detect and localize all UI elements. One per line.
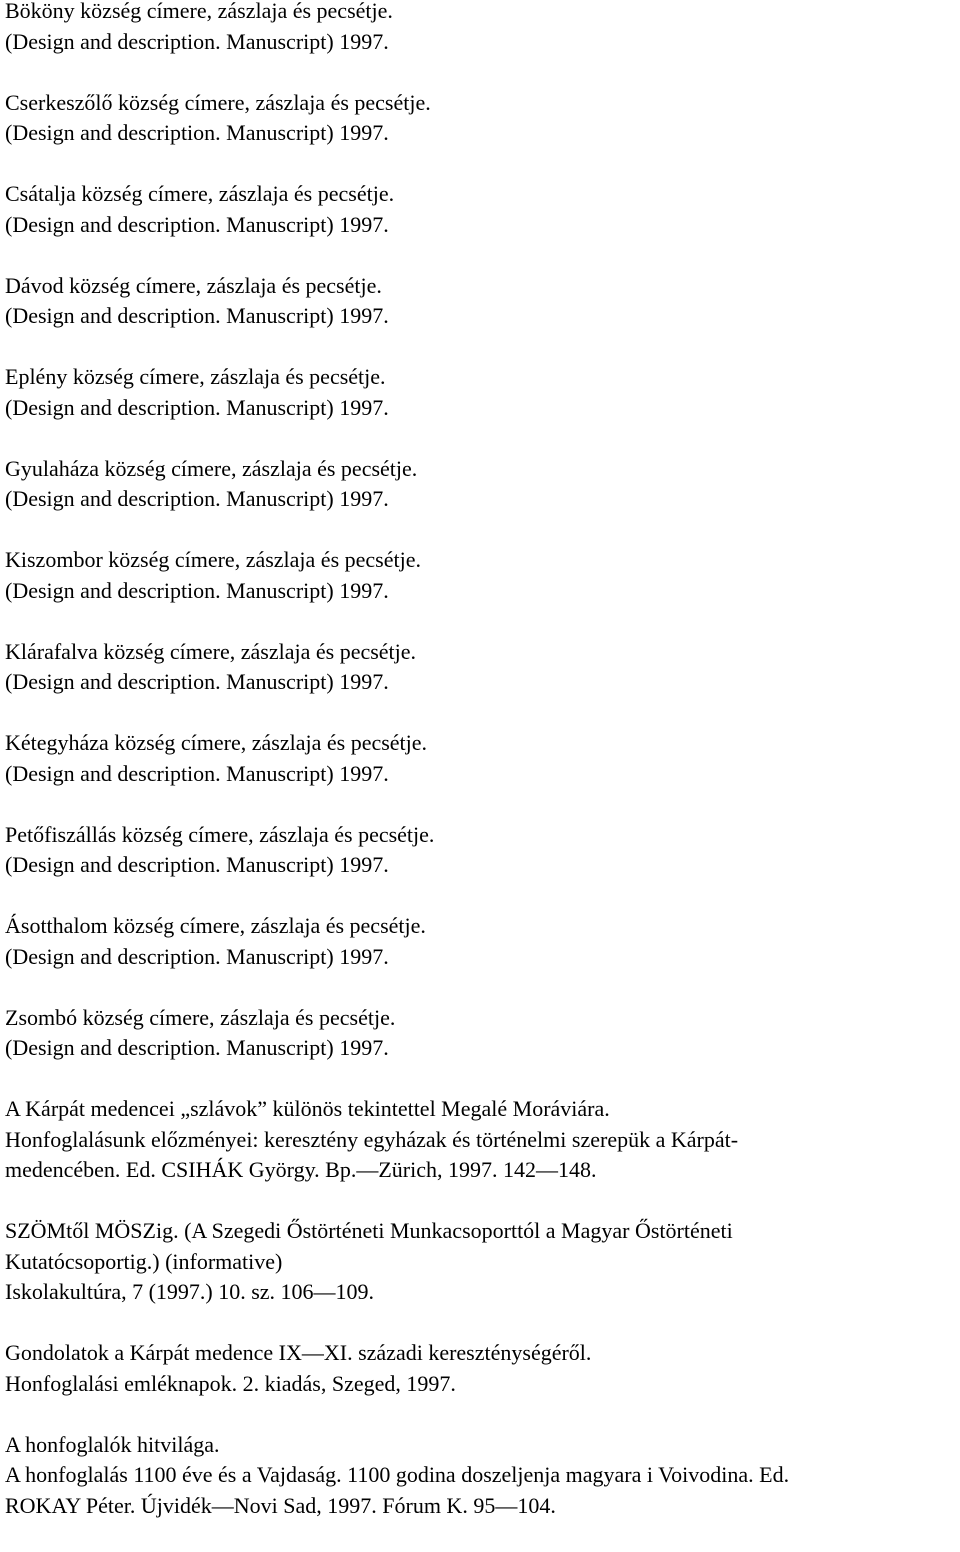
entry-title: Eplény község címere, zászlaja és pecsétje. — [5, 364, 386, 389]
entry-source: A honfoglalás 1100 éve és a Vajdaság. 1100 godina doszeljenja magyara i Voivodina. Ed. — [5, 1462, 790, 1487]
bibliography-entry — [5, 1216, 955, 1308]
entry-note: (Design and description. Manuscript) 1997. — [5, 394, 389, 420]
bibliography-entry — [5, 820, 955, 881]
entry-source: medencében. Ed. CSIHÁK György. Bp.—Zürich, 1997. 142—148. — [5, 1157, 597, 1182]
bibliography-entry — [5, 545, 955, 606]
entry-note: (Design and description. Manuscript) 1997. — [5, 303, 389, 328]
entry-note: (Design and description. Manuscript) 1997. — [5, 486, 389, 511]
entry-title: Klárafalva község címere, zászlaja és pecsétje. — [5, 638, 417, 664]
entry-note: (Design and description. Manuscript) 1997. — [5, 943, 389, 969]
entry-note: (Design and description. Manuscript) 1997. — [5, 211, 389, 237]
entry-title: Dávod község címere, zászlaja és pecsétje. — [5, 272, 382, 298]
entry-title: Csátalja község címere, zászlaja és pecsétje. — [5, 181, 395, 206]
bibliography-entry — [5, 1094, 955, 1186]
entry-title: Gondolatok a Kárpát medence IX—XI. századi kereszténységéről. — [5, 1340, 592, 1365]
entry-title: Zsombó község címere, zászlaja és pecsétje. — [5, 1004, 396, 1030]
bibliography-entry — [5, 454, 955, 515]
entry-source: Honfoglalásunk előzményei: keresztény egyházak és történelmi szerepük a Kárpát- — [5, 1126, 739, 1152]
entry-title: Petőfiszállás község címere, zászlaja és pecsétje. — [5, 821, 435, 847]
entry-title: Cserkeszőlő község címere, zászlaja és pecsétje. — [5, 89, 431, 115]
entry-note: (Design and description. Manuscript) 1997. — [5, 1035, 389, 1060]
bibliography-entry — [5, 1338, 955, 1399]
entry-title: A Kárpát medencei „szlávok” különös tekintettel Megalé Moráviára. — [5, 1096, 610, 1121]
entry-title: SZÖMtől MÖSZig. (A Szegedi Őstörténeti Munkacsoporttól a Magyar Őstörténeti — [5, 1218, 733, 1243]
bibliography-entry — [5, 179, 955, 240]
bibliography-entry — [5, 88, 955, 149]
bibliography-entry — [5, 362, 955, 423]
entry-title: Bököny község címere, zászlaja és pecsétje. — [5, 0, 393, 23]
bibliography-document — [5, 0, 955, 1552]
entry-title: A honfoglalók hitvilága. — [5, 1431, 220, 1457]
entry-title: Ásotthalom község címere, zászlaja és pecsétje. — [5, 913, 426, 938]
entry-note: (Design and description. Manuscript) 1997. — [5, 852, 389, 877]
bibliography-entry — [5, 0, 955, 57]
bibliography-entry — [5, 271, 955, 332]
entry-note: (Design and description. Manuscript) 1997. — [5, 120, 389, 145]
bibliography-entry — [5, 1430, 955, 1522]
entry-note: (Design and description. Manuscript) 1997. — [5, 577, 389, 603]
bibliography-entry — [5, 637, 955, 698]
bibliography-entry — [5, 1003, 955, 1064]
entry-source: ROKAY Péter. Újvidék—Novi Sad, 1997. Fórum K. 95—104. — [5, 1492, 556, 1518]
entry-note: (Design and description. Manuscript) 1997. — [5, 669, 389, 694]
bibliography-entry — [5, 728, 955, 789]
entry-source: Iskolakultúra, 7 (1997.) 10. sz. 106—109. — [5, 1279, 375, 1304]
entry-title: Kétegyháza község címere, zászlaja és pecsétje. — [5, 730, 428, 755]
entry-title: Gyulaháza község címere, zászlaja és pecsétje. — [5, 455, 418, 481]
bibliography-entry — [5, 911, 955, 972]
entry-source: Honfoglalási emléknapok. 2. kiadás, Szeged, 1997. — [5, 1370, 456, 1396]
entry-title: Kutatócsoportig.) (informative) — [5, 1248, 283, 1274]
entry-note: (Design and description. Manuscript) 1997. — [5, 28, 389, 54]
entry-title: Kiszombor község címere, zászlaja és pecsétje. — [5, 547, 421, 572]
entry-note: (Design and description. Manuscript) 1997. — [5, 760, 389, 786]
